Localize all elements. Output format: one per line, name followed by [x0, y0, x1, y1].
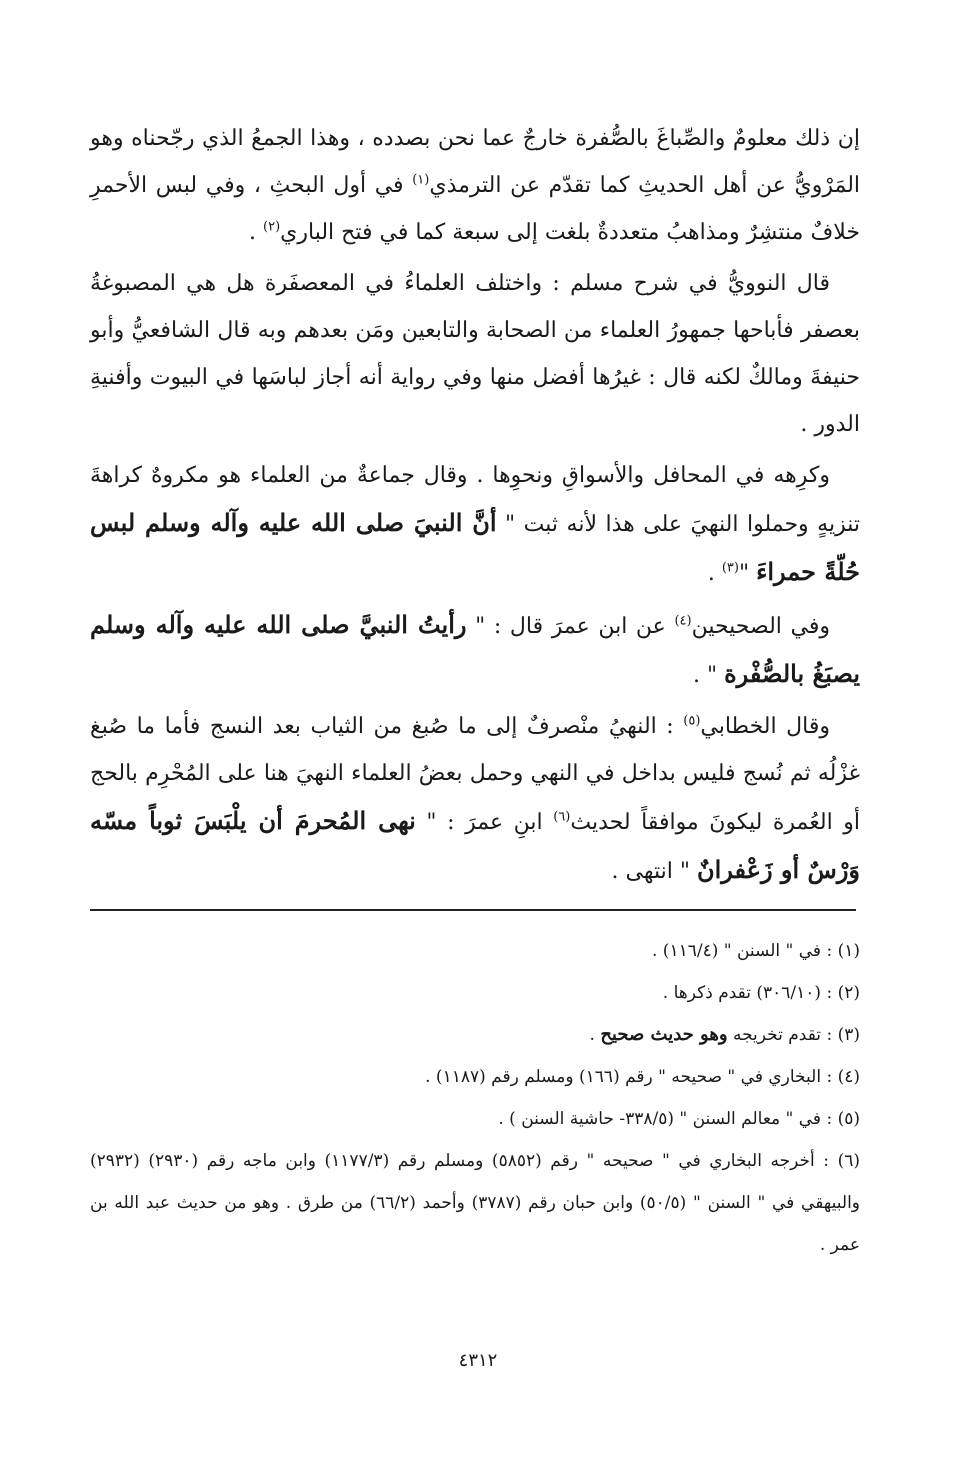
text-run: : النهيُ منْصرفٌ إلى ما صُبغ من الثياب بعد النسج فأما ما صُبغ غزْلُه ثم نُسج فليس بداخل في النهي وحمل بعضُ العلماء النهيَ هنا على المُحْرِم بالحج أو العُمرة ليكونَ موافقاً لحديث [90, 714, 861, 835]
main-text [90, 115, 860, 899]
text-run: " [738, 561, 757, 586]
footnote-text: . [589, 1025, 601, 1045]
footnote-bold: وهو حديث صحيح [600, 1024, 728, 1045]
footnote-text: (٥) : في " معالم السنن " (٣٣٨/٥- حاشية السنن ) . [498, 1109, 860, 1129]
footnote-ref[interactable]: (٥) [683, 713, 701, 729]
text-run: وكرِهه في المحافل والأسواقِ ونحوِها . وقال جماعةٌ من العلماء هو مكروهٌ كراهةَ تنزيهٍ وحملوا النهيَ على هذا لأنه ثبت " [90, 463, 861, 537]
footnote-4 [90, 1056, 860, 1098]
footnote-text: (١) : في " السنن " (١١٦/٤) . [652, 941, 860, 961]
footnote-6 [90, 1140, 860, 1266]
paragraph-3 [90, 452, 860, 597]
text-run: . [249, 220, 264, 245]
hadith-quote: نهى المُحرمَ أن يلْبَسَ ثوباً مسّه وَرْسٌ أو زَعْفرانٌ [90, 806, 860, 884]
page-number: ٤٣١٢ [458, 1350, 498, 1371]
text-run: قال النوويُّ في شرح مسلم : واختلف العلماءُ في المعصفَرة هل هي المصبوغةُ بعصفر فأباحها جمهورُ العلماء من الصحابة والتابعين ومَن بعدهم وبه قال الشافعيُّ وأبو حنيفةَ ومالكٌ لكنه قال : غيرُها أفضل منها وفي رواية أنه أجاز لباسَها في البيوت وأفنيةِ الدور . [90, 271, 860, 437]
text-run: ابنِ عمرَ : " [415, 810, 554, 835]
hadith-quote: أنَّ النبيَ صلى الله عليه وآله وسلم لبس حُلّةً حمراءَ [90, 508, 860, 586]
hadith-quote: رأيتُ النبيَّ صلى الله عليه وآله وسلم يصبَغُ بالصُّفْرة [90, 610, 860, 688]
footnote-text: (٦) : أخرجه البخاري في " صحيحه " رقم (٥٨٥٢) ومسلم رقم (١١٧٧/٣) وابن ماجه رقم (٢٩٣٠) (٢٩٣٢) والبيهقي في " السنن " (٥٠/٥) وابن حبان رقم (٣٧٨٧) وأحمد (٦٦/٢) من طرق . وهو من حديث عبد الله بن عمر . [90, 1151, 861, 1255]
footnote-2 [90, 972, 860, 1014]
text-run: . [707, 561, 722, 586]
text-run: " انتهى . [611, 859, 697, 884]
footnote-ref[interactable]: (٦) [553, 809, 571, 825]
footnotes [90, 930, 860, 1266]
paragraph-5 [90, 703, 860, 895]
footnote-divider [90, 909, 856, 911]
footnote-1 [90, 930, 860, 972]
footnote-ref[interactable]: (٤) [674, 613, 692, 629]
text-run: " . [692, 663, 725, 688]
text-run: في أول البحثِ ، وفي لبس الأحمرِ خلافٌ منتشِرٌ ومذاهبُ متعددةٌ بلغت إلى سبعة كما في فتح الباري [90, 173, 860, 245]
footnote-5 [90, 1098, 860, 1140]
paragraph-4 [90, 601, 860, 699]
paragraph-2 [90, 260, 860, 448]
footnote-3 [90, 1014, 860, 1056]
text-run: عن ابن عمرَ قال : " [466, 614, 675, 639]
footnote-ref[interactable]: (١) [412, 172, 430, 188]
text-run: إن ذلك معلومٌ والصِّباغَ بالصُّفرة خارجٌ عما نحن بصدده ، وهذا الجمعُ الذي رجّحناه وهو المَرْويُّ عن أهل الحديثِ كما تقدّم عن الترمذي [90, 126, 861, 198]
footnote-text: (٣) : تقدم تخريجه [727, 1025, 860, 1045]
footnote-ref[interactable]: (٣) [721, 560, 739, 576]
footnote-text: (٤) : البخاري في " صحيحه " رقم (١٦٦) ومسلم رقم (١١٨٧) . [425, 1067, 860, 1087]
footnote-text: (٢) : (٣٠٦/١٠) تقدم ذكرها . [662, 983, 860, 1003]
paragraph-1 [90, 115, 860, 256]
text-run: وقال الخطابي [700, 714, 830, 739]
text-run: وفي الصحيحين [691, 614, 831, 639]
footnote-ref[interactable]: (٢) [263, 219, 281, 235]
